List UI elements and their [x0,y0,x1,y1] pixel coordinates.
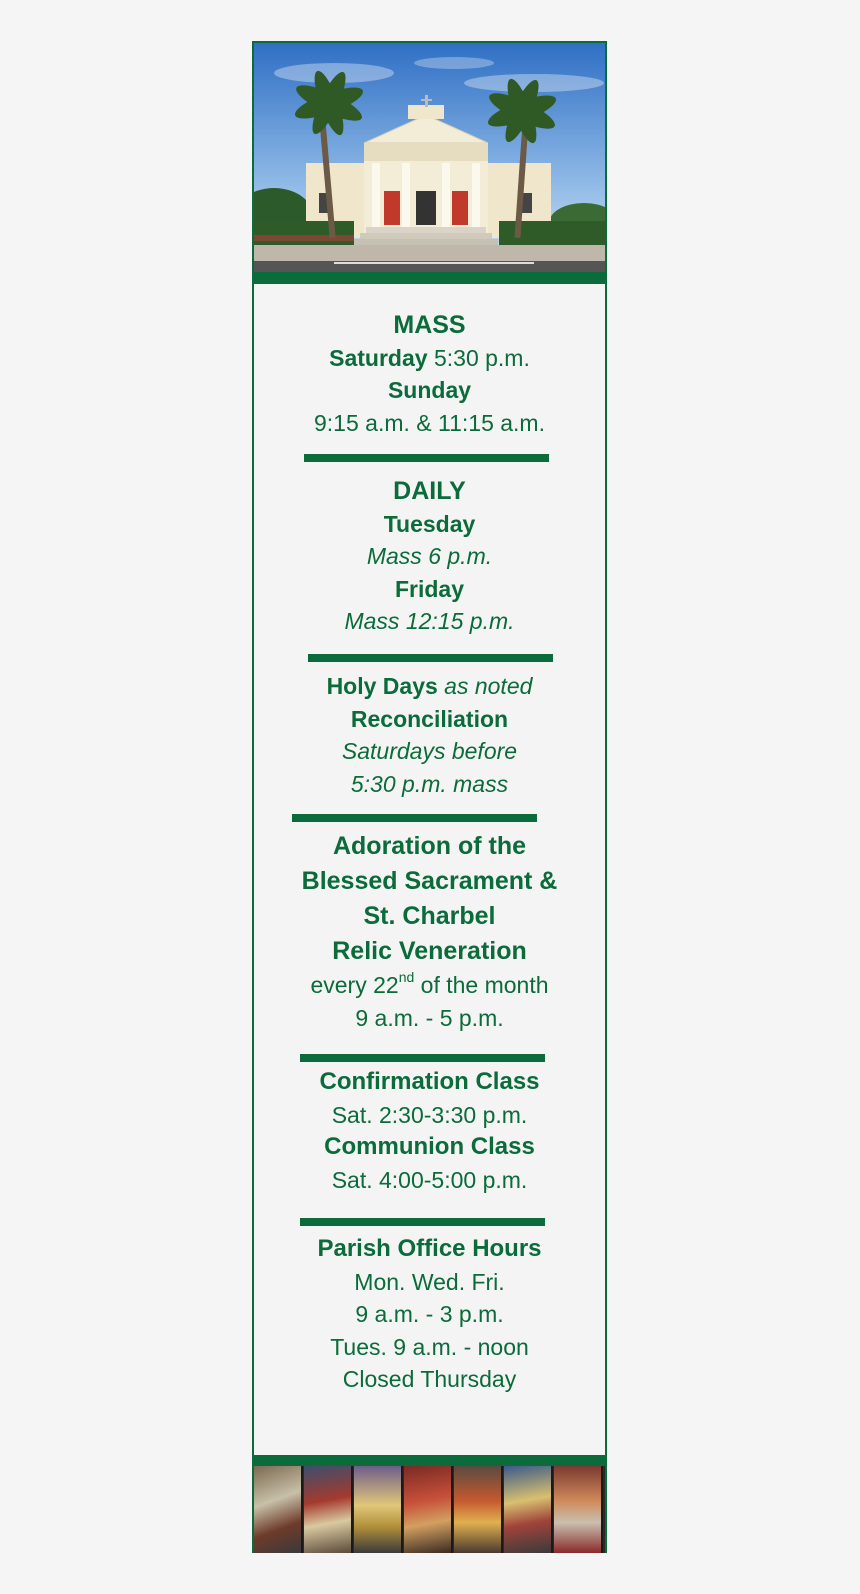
divider [300,1054,545,1062]
adoration-hours: 9 a.m. - 5 p.m. [355,1004,504,1031]
office-hours-section [254,1233,605,1396]
divider [292,814,537,822]
adoration-frequency: every 22nd of the month [310,969,549,998]
adoration-section [254,829,605,1034]
office-hours-heading: Parish Office Hours [317,1235,542,1262]
adoration-line-2: Blessed Sacrament & [301,867,558,895]
mass-sunday-times: 9:15 a.m. & 11:15 a.m. [314,409,545,436]
stained-glass-heart-icon [554,1466,603,1553]
church-photo [254,43,605,272]
adoration-line-1: Adoration of the [332,832,527,860]
daily-friday-time: Mass 12:15 p.m. [344,608,515,634]
mass-sunday: Sunday [387,377,472,403]
reconciliation-heading: Reconciliation [350,705,509,732]
reconciliation-line-2: 5:30 p.m. mass [350,770,509,797]
office-hours-line-1: Mon. Wed. Fri. [354,1268,505,1295]
adoration-line-4: Relic Veneration [332,937,527,965]
daily-tuesday: Tuesday [383,510,476,537]
stained-glass-strip [254,1466,605,1553]
daily-heading: DAILY [393,477,466,505]
office-hours-line-4: Closed Thursday [342,1366,517,1392]
divider [300,1218,545,1226]
classes-section [254,1066,605,1196]
confirmation-heading: Confirmation Class [319,1068,540,1095]
stained-glass-chalice2-icon [504,1466,553,1553]
reconciliation-line-1: Saturdays before [341,738,518,764]
stained-glass-chalice-icon [354,1466,403,1553]
office-hours-line-2: 9 a.m. - 3 p.m. [355,1301,504,1327]
schedule-card [252,41,607,1553]
holy-days-section [254,670,605,800]
mass-section [254,309,605,439]
schedule-content [254,284,605,1497]
confirmation-time: Sat. 2:30-3:30 p.m. [331,1101,528,1128]
bottom-green-band [254,1455,605,1466]
communion-heading: Communion Class [324,1133,535,1160]
stained-glass-dove-icon [254,1466,303,1553]
office-hours-line-3: Tues. 9 a.m. - noon [330,1333,529,1360]
mass-saturday: Saturday 5:30 p.m. [329,344,530,371]
top-green-band [254,272,605,284]
mass-heading: MASS [393,311,466,339]
stained-glass-keys-icon [404,1466,453,1553]
stained-glass-book-icon [454,1466,503,1553]
holy-days: Holy Days as noted [326,673,533,699]
divider [308,654,553,662]
daily-tuesday-time: Mass 6 p.m. [366,543,493,569]
divider [304,454,549,462]
daily-section [254,475,605,638]
adoration-line-3: St. Charbel [363,902,496,930]
stained-glass-doves-icon [304,1466,353,1553]
daily-friday: Friday [394,575,465,602]
communion-time: Sat. 4:00-5:00 p.m. [331,1166,528,1193]
